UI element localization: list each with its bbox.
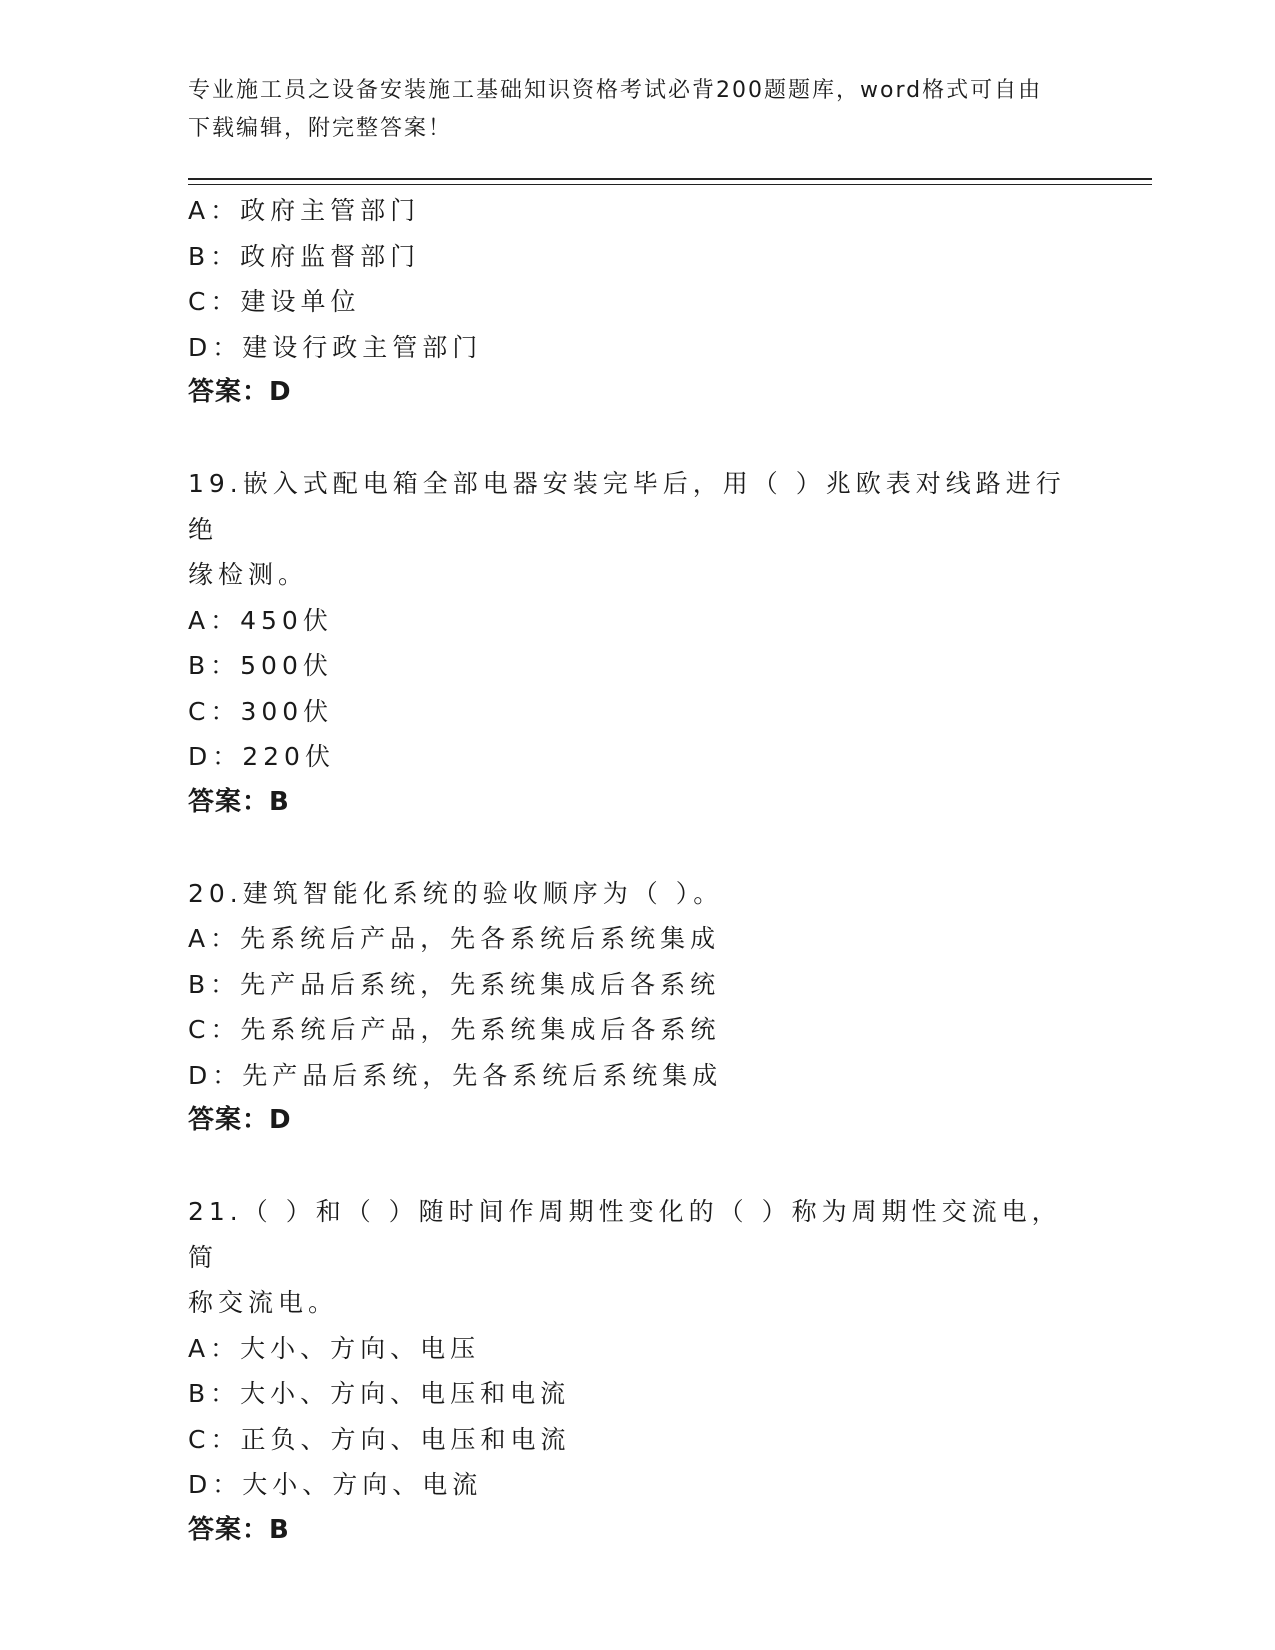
- header-line-1: 专业施工员之设备安装施工基础知识资格考试必背200题题库，word格式可自由: [188, 78, 1043, 103]
- spacer: [188, 416, 1088, 462]
- question-20: [188, 871, 1088, 1144]
- option-c: C：先系统后产品，先系统集成后各系统: [188, 1015, 721, 1044]
- question-stem-line-1: 21.（ ）和（ ）随时间作周期性变化的（ ）称为周期性交流电，简: [188, 1197, 1062, 1272]
- option-c: C：正负、方向、电压和电流: [188, 1424, 571, 1454]
- option-d: D：建设行政主管部门: [188, 332, 483, 362]
- answer: 答案：D: [188, 1105, 292, 1135]
- answer: 答案：B: [188, 1514, 290, 1545]
- option-b: B：政府监督部门: [188, 241, 421, 271]
- question-stem-line-2: 称交流电。: [188, 1288, 339, 1317]
- option-b: B：大小、方向、电压和电流: [188, 1379, 571, 1408]
- question-21: [188, 1189, 1088, 1553]
- question-19: [188, 461, 1088, 825]
- question-stem-line-1: 19.嵌入式配电箱全部电器安装完毕后，用（ ）兆欧表对线路进行绝: [188, 469, 1066, 544]
- option-d: D：先产品后系统，先各系统后系统集成: [188, 1060, 723, 1090]
- question-18: [188, 188, 1088, 416]
- spacer: [188, 1144, 1088, 1190]
- question-list: [188, 188, 1088, 1553]
- option-b: B：500伏: [188, 651, 333, 680]
- question-stem-line-1: 20.建筑智能化系统的验收顺序为（ ）。: [188, 878, 724, 908]
- option-b: B：先产品后系统，先系统集成后各系统: [188, 969, 721, 999]
- option-a: A：450伏: [188, 605, 333, 635]
- option-c: C：建设单位: [188, 287, 361, 316]
- answer: 答案：B: [188, 786, 290, 817]
- header-line-2: 下载编辑，附完整答案！: [188, 116, 453, 141]
- header-rule-thick: [188, 178, 1152, 180]
- option-d: D：220伏: [188, 742, 335, 771]
- option-a: A：大小、方向、电压: [188, 1333, 481, 1363]
- option-d: D：大小、方向、电流: [188, 1470, 483, 1499]
- spacer: [188, 825, 1088, 871]
- document-header: [188, 72, 1088, 148]
- option-a: A：先系统后产品，先各系统后系统集成: [188, 924, 721, 953]
- option-c: C：300伏: [188, 696, 334, 726]
- answer: 答案：D: [188, 377, 292, 407]
- header-rule-thin: [188, 184, 1152, 185]
- question-stem-line-2: 缘检测。: [188, 560, 309, 589]
- option-a: A：政府主管部门: [188, 196, 421, 225]
